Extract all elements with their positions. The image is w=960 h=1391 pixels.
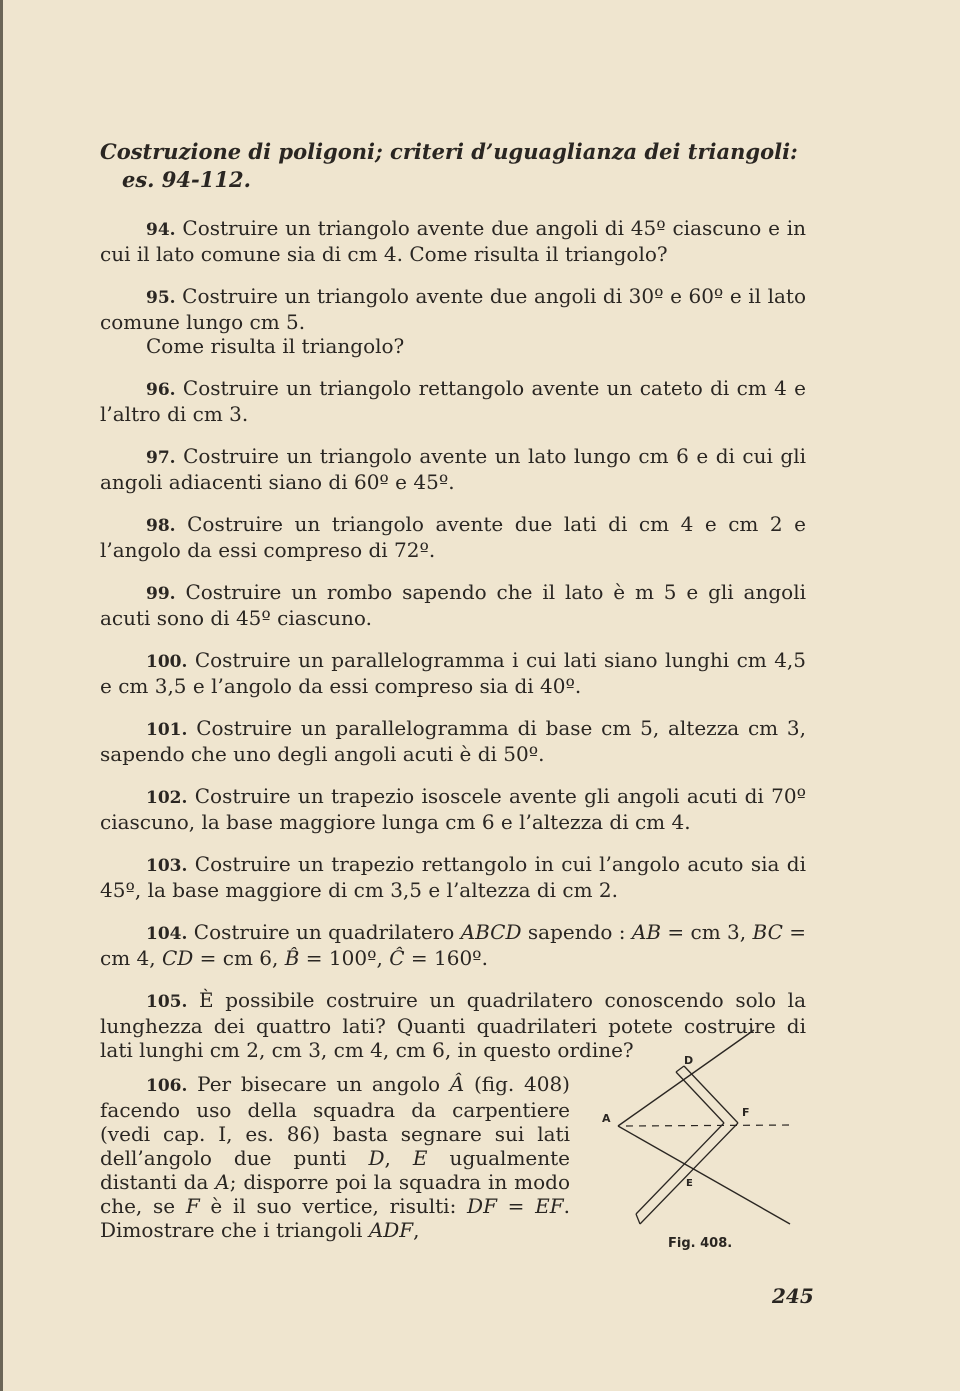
exercise-103: 103. Costruire un trapezio rettangolo in cui l’angolo acuto sia di 45º, la base maggiore di cm 3,5 e l’altezza di cm 2. xyxy=(100,852,807,902)
exercise-105: 105. È possibile costruire un quadrilatero conoscendo solo la lunghezza dei quattro lati? Quanti quadrilateri potete costruire di lati lunghi cm 2, cm 3, cm 4, cm 6, in questo ordine? xyxy=(100,988,806,1062)
upper-ray xyxy=(618,1030,754,1126)
square-arm-inner xyxy=(636,1123,724,1214)
square-top-end xyxy=(676,1066,684,1072)
page-number: 245 xyxy=(772,1284,814,1308)
exercise-101: 101. Costruire un parallelogramma di base cm 5, altezza cm 3, sapendo che uno degli angoli acuti è di 50º. xyxy=(100,716,806,766)
exercise-98: 98. Costruire un triangolo avente due lati di cm 4 e cm 2 e l’angolo da essi compreso di 72º. xyxy=(100,512,807,562)
square-top-outer xyxy=(684,1066,738,1123)
label-f: F xyxy=(742,1106,750,1119)
exercise-96: 96. Costruire un triangolo rettangolo avente un cateto di cm 4 e l’altro di cm 3. xyxy=(100,376,806,426)
exercise-100: 100. Costruire un parallelogramma i cui lati siano lunghi cm 4,5 e cm 3,5 e l’angolo da essi compreso sia di 40º. xyxy=(100,648,806,698)
heading-range: es. 94-112. xyxy=(122,167,251,192)
square-arm-outer xyxy=(640,1123,738,1224)
lower-ray xyxy=(618,1126,790,1224)
label-a: A xyxy=(602,1112,611,1125)
exercise-94: 94. Costruire un triangolo avente due angoli di 45º ciascuno e in cui il lato comune sia di cm 4. Come risulta il triangolo? xyxy=(100,216,807,266)
exercise-106: 106. Per bisecare un angolo Â (fig. 408) facendo uso della squadra da carpentiere (vedi cap. I, es. 86) basta segnare sui lati dell’angolo due punti D, E ugualmente distanti da A; disporre poi la squadra in modo che, se F è il suo vertice, risulti: DF = EF. Dimostrare che i triangoli ADF, xyxy=(100,1072,570,1242)
square-arm-end xyxy=(636,1214,640,1224)
angle-bisector-figure xyxy=(598,1028,798,1258)
label-e: E xyxy=(686,1178,693,1189)
bisector-dashed xyxy=(626,1125,794,1126)
exercise-99: 99. Costruire un rombo sapendo che il lato è m 5 e gli angoli acuti sono di 45º ciascuno. xyxy=(100,580,806,630)
section-heading xyxy=(100,138,806,194)
heading-title: Costruzione di poligoni; criteri d’uguaglianza dei triangoli: xyxy=(100,139,798,164)
square-top-inner xyxy=(676,1072,724,1123)
figure-caption: Fig. 408. xyxy=(668,1236,733,1251)
exercise-95: 95. Costruire un triangolo avente due angoli di 30º e 60º e il lato comune lungo cm 5. Come risulta il triangolo? xyxy=(100,284,807,358)
exercise-104: 104. Costruire un quadrilatero ABCD sapendo : AB = cm 3, BC = cm 4, CD = cm 6, B̂ = 100º, Ĉ = 160º. xyxy=(100,920,806,970)
exercise-97: 97. Costruire un triangolo avente un lato lungo cm 6 e di cui gli angoli adiacenti siano di 60º e 45º. xyxy=(100,444,807,494)
page-edge xyxy=(0,0,3,1391)
label-d: D xyxy=(684,1054,694,1067)
exercise-102: 102. Costruire un trapezio isoscele avente gli angoli acuti di 70º ciascuno, la base maggiore lunga cm 6 e l’altezza di cm 4. xyxy=(100,784,806,834)
